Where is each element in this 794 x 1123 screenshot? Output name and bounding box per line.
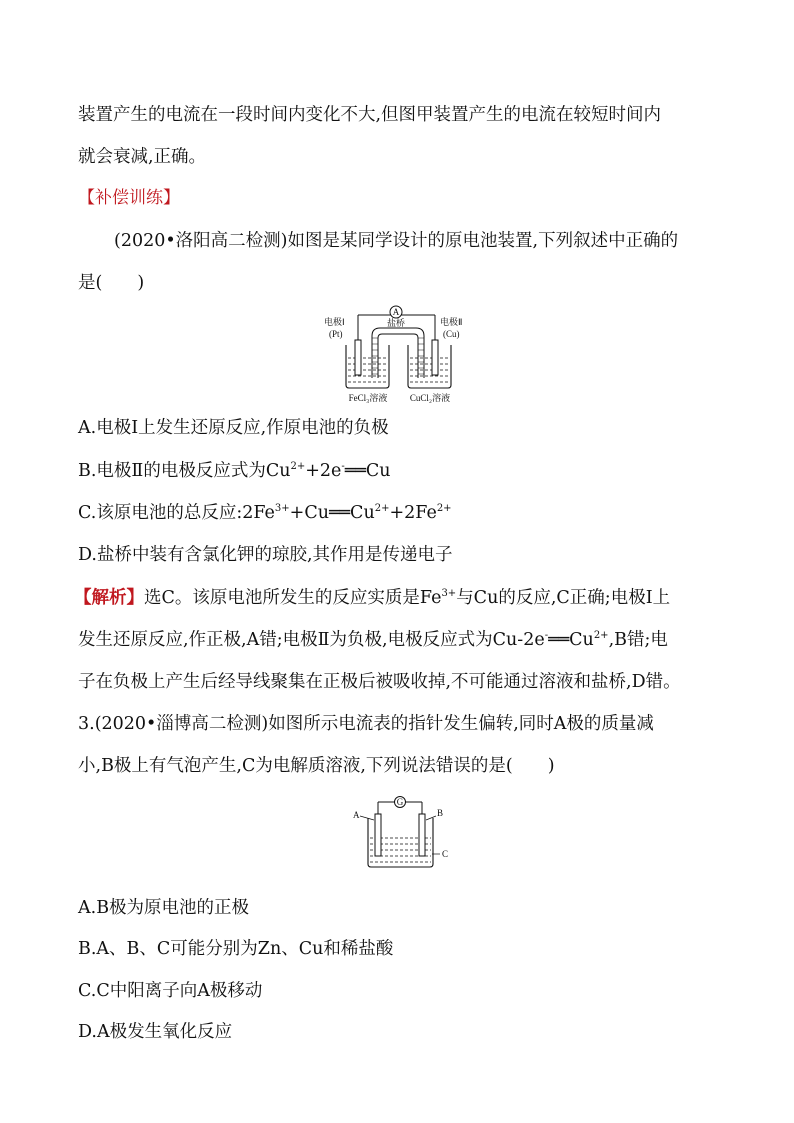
q3-label-c: C [442,849,449,859]
q1-option-c: C.该原电池的总反应$:2Fe^{3+}+Cu══Cu^{2+}+2Fe^{2+}$ [78,503,452,523]
analysis-line-1: 【解析】选C。该原电池所发生的反应实质是$Fe^{3+}$与Cu的反应,C正确;电极Ⅰ上 [74,588,671,608]
q1-solution2-label: CuCl₂溶液 [409,393,451,403]
q3-cell-figure [352,794,452,874]
analysis-line-2: 发生还原反应,作正极,A错;电极Ⅱ为负极,电极反应式为$Cu-2e^-══Cu^{2+},B$错;电 [78,630,668,650]
q1-electrode2-label: 电极Ⅱ [440,317,463,327]
intro-line-1: 装置产生的电流在一段时间内变化不大,但图甲装置产生的电流在较短时间内 [78,105,662,125]
q3-option-a: A.B极为原电池的正极 [78,898,250,918]
q1-galvanic-cell-figure [320,300,480,410]
q3-stem-line-2: 小,B极上有气泡产生,C为电解质溶液,下列说法错误的是( ) [78,756,555,776]
q1-salt-bridge-label: 盐桥 [386,318,406,328]
q1-option-d: D.盐桥中装有含氯化钾的琼胶,其作用是传递电子 [78,545,453,565]
q1-solution1-label: FeCl₃溶液 [348,393,388,403]
q1-electrode2-material: (Cu) [443,329,460,339]
q1-stem-line-1: (2020•洛阳高二检测)如图是某同学设计的原电池装置,下列叙述中正确的 [114,231,679,251]
q3-label-b: B [437,808,444,818]
q3-option-b: B.A、B、C可能分别为Zn、Cu和稀盐酸 [78,939,394,959]
analysis-tag: 【解析】 [74,588,144,608]
q3-option-d: D.A极发生氧化反应 [78,1022,233,1042]
q3-label-a: A [353,810,360,820]
q3-galvanometer-label: G [396,797,404,807]
q1-electrode1-material: (Pt) [329,329,343,339]
section-tag: 【补偿训练】 [78,188,180,208]
intro-line-2: 就会衰减,正确。 [78,147,207,167]
q1-option-a: A.电极Ⅰ上发生还原反应,作原电池的负极 [78,418,389,438]
q1-stem-line-2: 是( ) [78,273,145,293]
q3-option-c: C.C中阳离子向A极移动 [78,981,263,1001]
q3-stem-line-1: 3.(2020•淄博高二检测)如图所示电流表的指针发生偏转,同时A极的质量减 [78,714,654,734]
q1-option-b: B.电极Ⅱ的电极反应式为$Cu^{2+}+2e^-══Cu$ [78,461,391,481]
q1-electrode1-label: 电极Ⅰ [324,317,345,327]
analysis-line-3: 子在负极上产生后经导线聚集在正极后被吸收掉,不可能通过溶液和盐桥,D错。 [78,672,681,692]
q1-ammeter-label: A [392,307,400,317]
